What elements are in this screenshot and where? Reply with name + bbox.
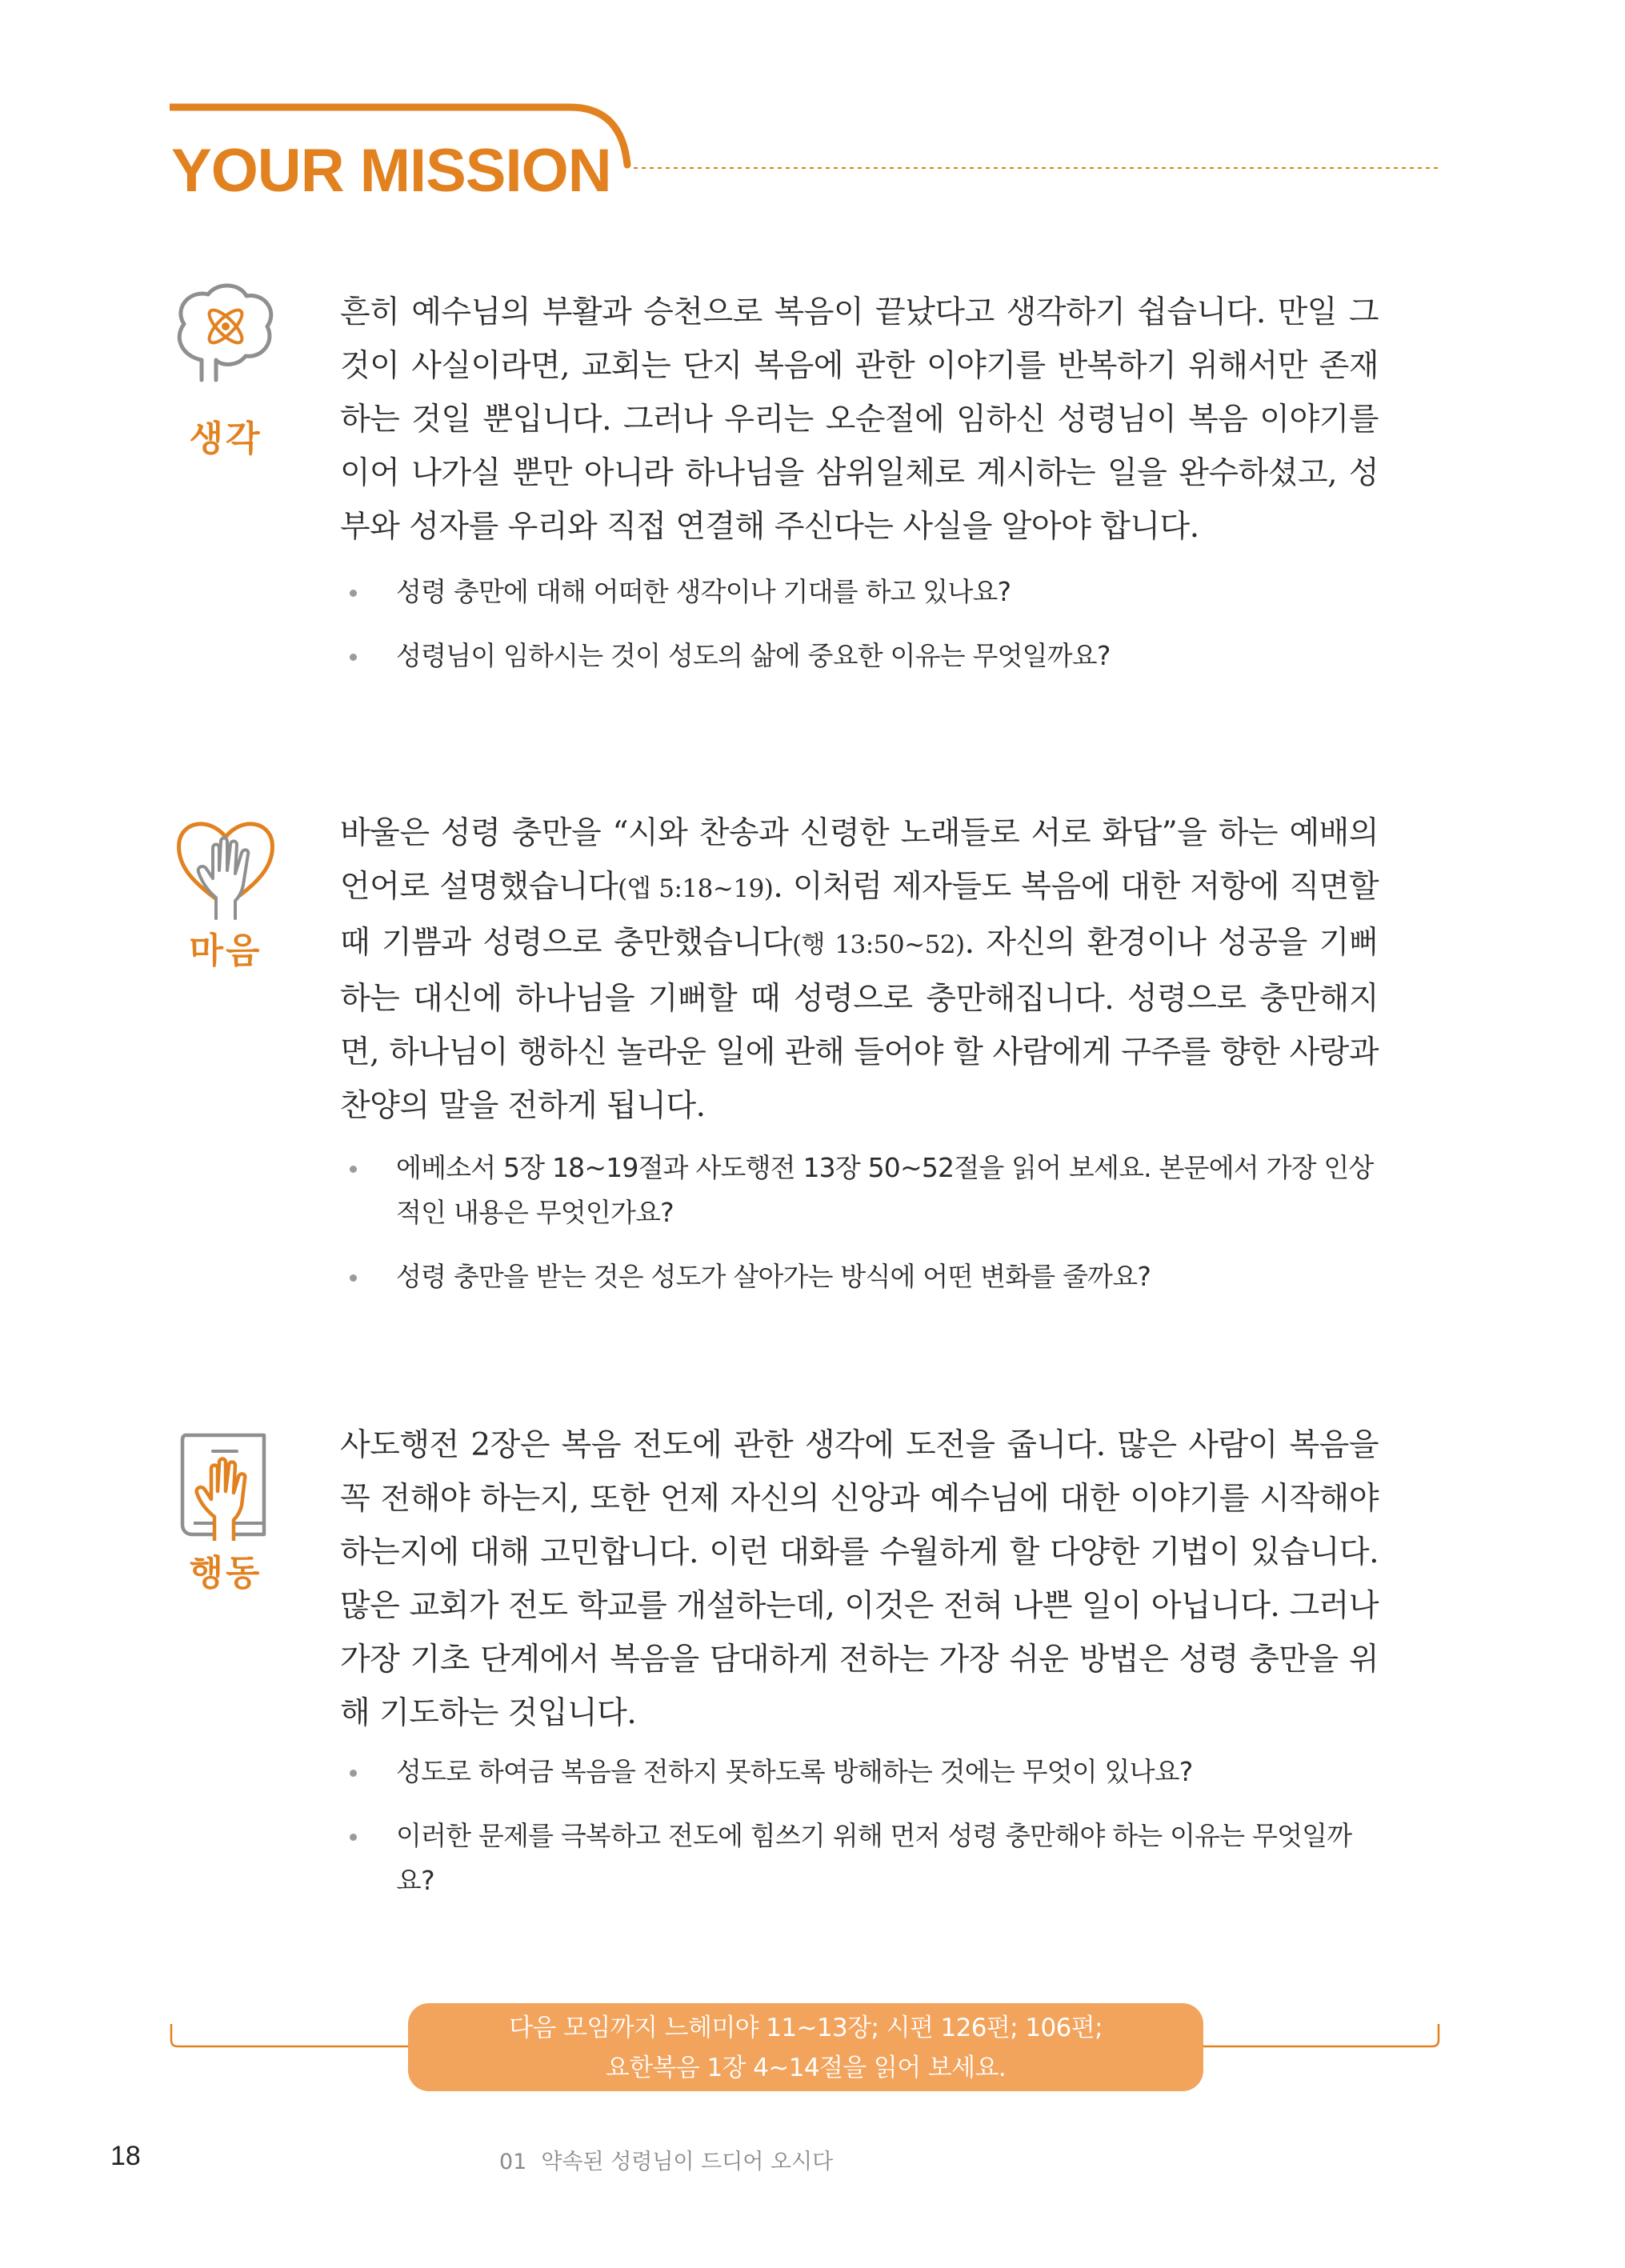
chapter-footer [499,2144,833,2175]
section-paragraph: 사도행전 2장은 복음 전도에 관한 생각에 도전을 줍니다. 많은 사람이 복음을 꼭 전해야 하는지, 또한 언제 자신의 신앙과 예수님에 대한 이야기를 시작해야 하는지에 대해 고민합니다. 이런 대화를 수월하게 할 다양한 기법이 있습니다. 많은 교회가 전도 학교를 개설하는데, 이것은 전혀 나쁜 일이 아닙니다. 그러나 가장 기초 단계에서 복음을 담대하게 전하는 가장 쉬운 방법은 성령 충만을 위해 기도하는 것입니다. [340,1427,1379,1731]
section-label: 생각 [189,418,262,459]
section-paragraph: 흔히 예수님의 부활과 승천으로 복음이 끝났다고 생각하기 쉽습니다. 만일 그것이 사실이라면, 교회는 단지 복음에 관한 이야기를 반복하기 위해서만 존재하는 것일 뿐입니다. 그러나 우리는 오순절에 임하신 성령님이 복음 이야기를 이어 나가실 뿐만 아니라 하나님을 삼위일체로 계시하는 일을 완수하셨고, 성부와 성자를 우리와 직접 연결해 주신다는 사실을 알아야 합니다. [340,294,1379,545]
mission-title: YOUR MISSION [171,137,611,205]
question-list [340,570,1379,678]
question-item: 성도로 하여금 복음을 전하지 못하도록 방해하는 것에는 무엇이 있나요? [340,1750,1379,1794]
section-paragraph: 바울은 성령 충만을 “시와 찬송과 신령한 노래들로 서로 화답”을 하는 예배의 언어로 설명했습니다(엡 5:18~19). 이처럼 제자들도 복음에 대한 저항에 직면할 때 기쁨과 성령으로 충만했습니다(행 13:50~52). 자신의 환경이나 성공을 기뻐하는 대신에 하나님을 기뻐할 때 성령으로 충만해집니다. 성령으로 충만해지면, 하나님이 행하신 놀라운 일에 관해 들어야 할 사람에게 구주를 향한 사랑과 찬양의 말을 전하게 됩니다. [340,815,1379,1124]
assignment-line-2: 요한복음 1장 4~14절을 읽어 보세요. [605,2054,1007,2082]
heart-hand-icon [170,808,282,920]
chapter-number: 01 [499,2150,527,2174]
question-list [340,1750,1379,1903]
book-hand-icon [170,1429,282,1541]
brain-atom-icon [170,280,282,392]
question-item: 에베소서 5장 18~19절과 사도행전 13장 50~52절을 읽어 보세요. 본문에서 가장 인상적인 내용은 무엇인가요? [340,1146,1379,1235]
mission-header [170,99,1442,211]
section-label: 마음 [189,930,262,971]
question-item: 성령님이 임하시는 것이 성도의 삶에 중요한 이유는 무엇일까요? [340,634,1379,678]
question-item: 성령 충만을 받는 것은 성도가 살아가는 방식에 어떤 변화를 줄까요? [340,1254,1379,1299]
assignment-line-1: 다음 모임까지 느헤미야 11~13장; 시편 126편; 106편; [509,2014,1103,2042]
question-item: 이러한 문제를 극복하고 전도에 힘쓰기 위해 먼저 성령 충만해야 하는 이유는 무엇일까요? [340,1814,1379,1903]
scripture-reference: (엡 5:18~19) [618,874,774,903]
page-number: 18 [110,2141,141,2171]
section-label: 행동 [189,1553,262,1594]
chapter-title: 약속된 성령님이 드디어 오시다 [541,2150,834,2174]
reading-assignment [408,2003,1203,2091]
question-list [340,1146,1379,1299]
scripture-reference: (행 13:50~52) [791,930,965,959]
question-item: 성령 충만에 대해 어떠한 생각이나 기대를 하고 있나요? [340,570,1379,614]
